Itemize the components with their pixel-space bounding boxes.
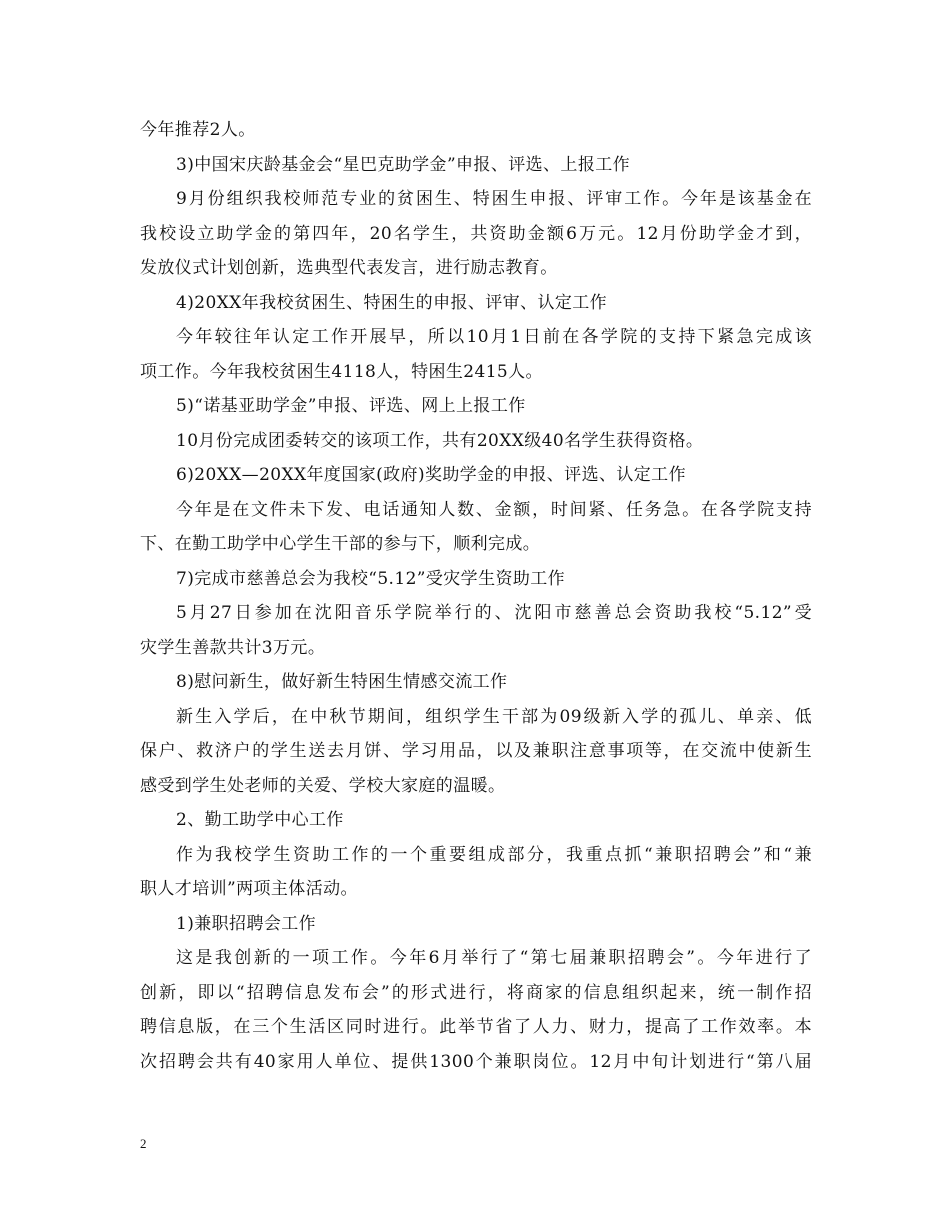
- page-number: 2: [140, 1136, 147, 1151]
- paragraph-line: 保户、救济户的学生送去月饼、学习用品，以及兼职注意事项等，在交流中使新生: [140, 741, 812, 761]
- paragraph-line: 今年较往年认定工作开展早，所以10月1日前在各学院的支持下紧急完成该: [176, 327, 812, 347]
- section-heading: 5)“诺基亚助学金”申报、评选、网上上报工作: [176, 396, 526, 416]
- paragraph-line: 灾学生善款共计3万元。: [140, 637, 326, 658]
- paragraph-line: 次招聘会共有40家用人单位、提供1300个兼职岗位。12月中旬计划进行“第八届: [140, 1051, 812, 1072]
- paragraph-line: 新生入学后，在中秋节期间，组织学生干部为09级新入学的孤儿、单亲、低: [176, 706, 812, 727]
- paragraph-line: 10月份完成团委转交的该项工作，共有20XX级40名学生获得资格。: [176, 430, 704, 451]
- paragraph-line: 5月27日参加在沈阳音乐学院举行的、沈阳市慈善总会资助我校“5.12”受: [176, 603, 812, 623]
- paragraph-line: 创新，即以“招聘信息发布会”的形式进行，将商家的信息组织起来，统一制作招: [140, 982, 812, 1003]
- section-heading: 1)兼职招聘会工作: [176, 913, 317, 934]
- section-heading: 6)20XX—20XX年度国家(政府)奖助学金的申报、评选、认定工作: [176, 465, 686, 485]
- paragraph-line: 下、在勤工助学中心学生干部的参与下，顺利完成。: [140, 534, 541, 554]
- paragraph-line: 今年推荐2人。: [140, 120, 256, 140]
- section-heading: 7)完成市慈善总会为我校“5.12”受灾学生资助工作: [176, 568, 566, 589]
- section-heading: 4)20XX年我校贫困生、特困生的申报、评审、认定工作: [176, 292, 608, 313]
- paragraph-line: 这是我创新的一项工作。今年6月举行了“第七届兼职招聘会”。今年进行了: [176, 948, 812, 968]
- paragraph-line: 感受到学生处老师的关爱、学校大家庭的温暖。: [140, 775, 506, 796]
- section-heading: 8)慰问新生，做好新生特困生情感交流工作: [176, 672, 508, 692]
- paragraph-line: 我校设立助学金的第四年，20名学生，共资助金额6万元。12月份助学金才到，: [140, 223, 812, 244]
- section-heading: 3)中国宋庆龄基金会“星巴克助学金”申报、评选、上报工作: [176, 154, 631, 175]
- paragraph-line: 项工作。今年我校贫困生4118人，特困生2415人。: [140, 361, 543, 382]
- paragraph-line: 9月份组织我校师范专业的贫困生、特困生申报、评审工作。今年是该基金在: [176, 189, 812, 209]
- paragraph-line: 职人才培训”两项主体活动。: [140, 879, 358, 899]
- section-heading: 2、勤工助学中心工作: [176, 810, 344, 830]
- paragraph-line: 发放仪式计划创新，选典型代表发言，进行励志教育。: [140, 258, 558, 278]
- paragraph-line: 作为我校学生资助工作的一个重要组成部分，我重点抓“兼职招聘会”和“兼: [176, 844, 812, 865]
- paragraph-line: 聘信息版，在三个生活区同时进行。此举节省了人力、财力，提高了工作效率。本: [140, 1017, 812, 1037]
- paragraph-line: 今年是在文件未下发、电话通知人数、金额，时间紧、任务急。在各学院支持: [176, 499, 812, 520]
- body-text: [140, 113, 812, 1079]
